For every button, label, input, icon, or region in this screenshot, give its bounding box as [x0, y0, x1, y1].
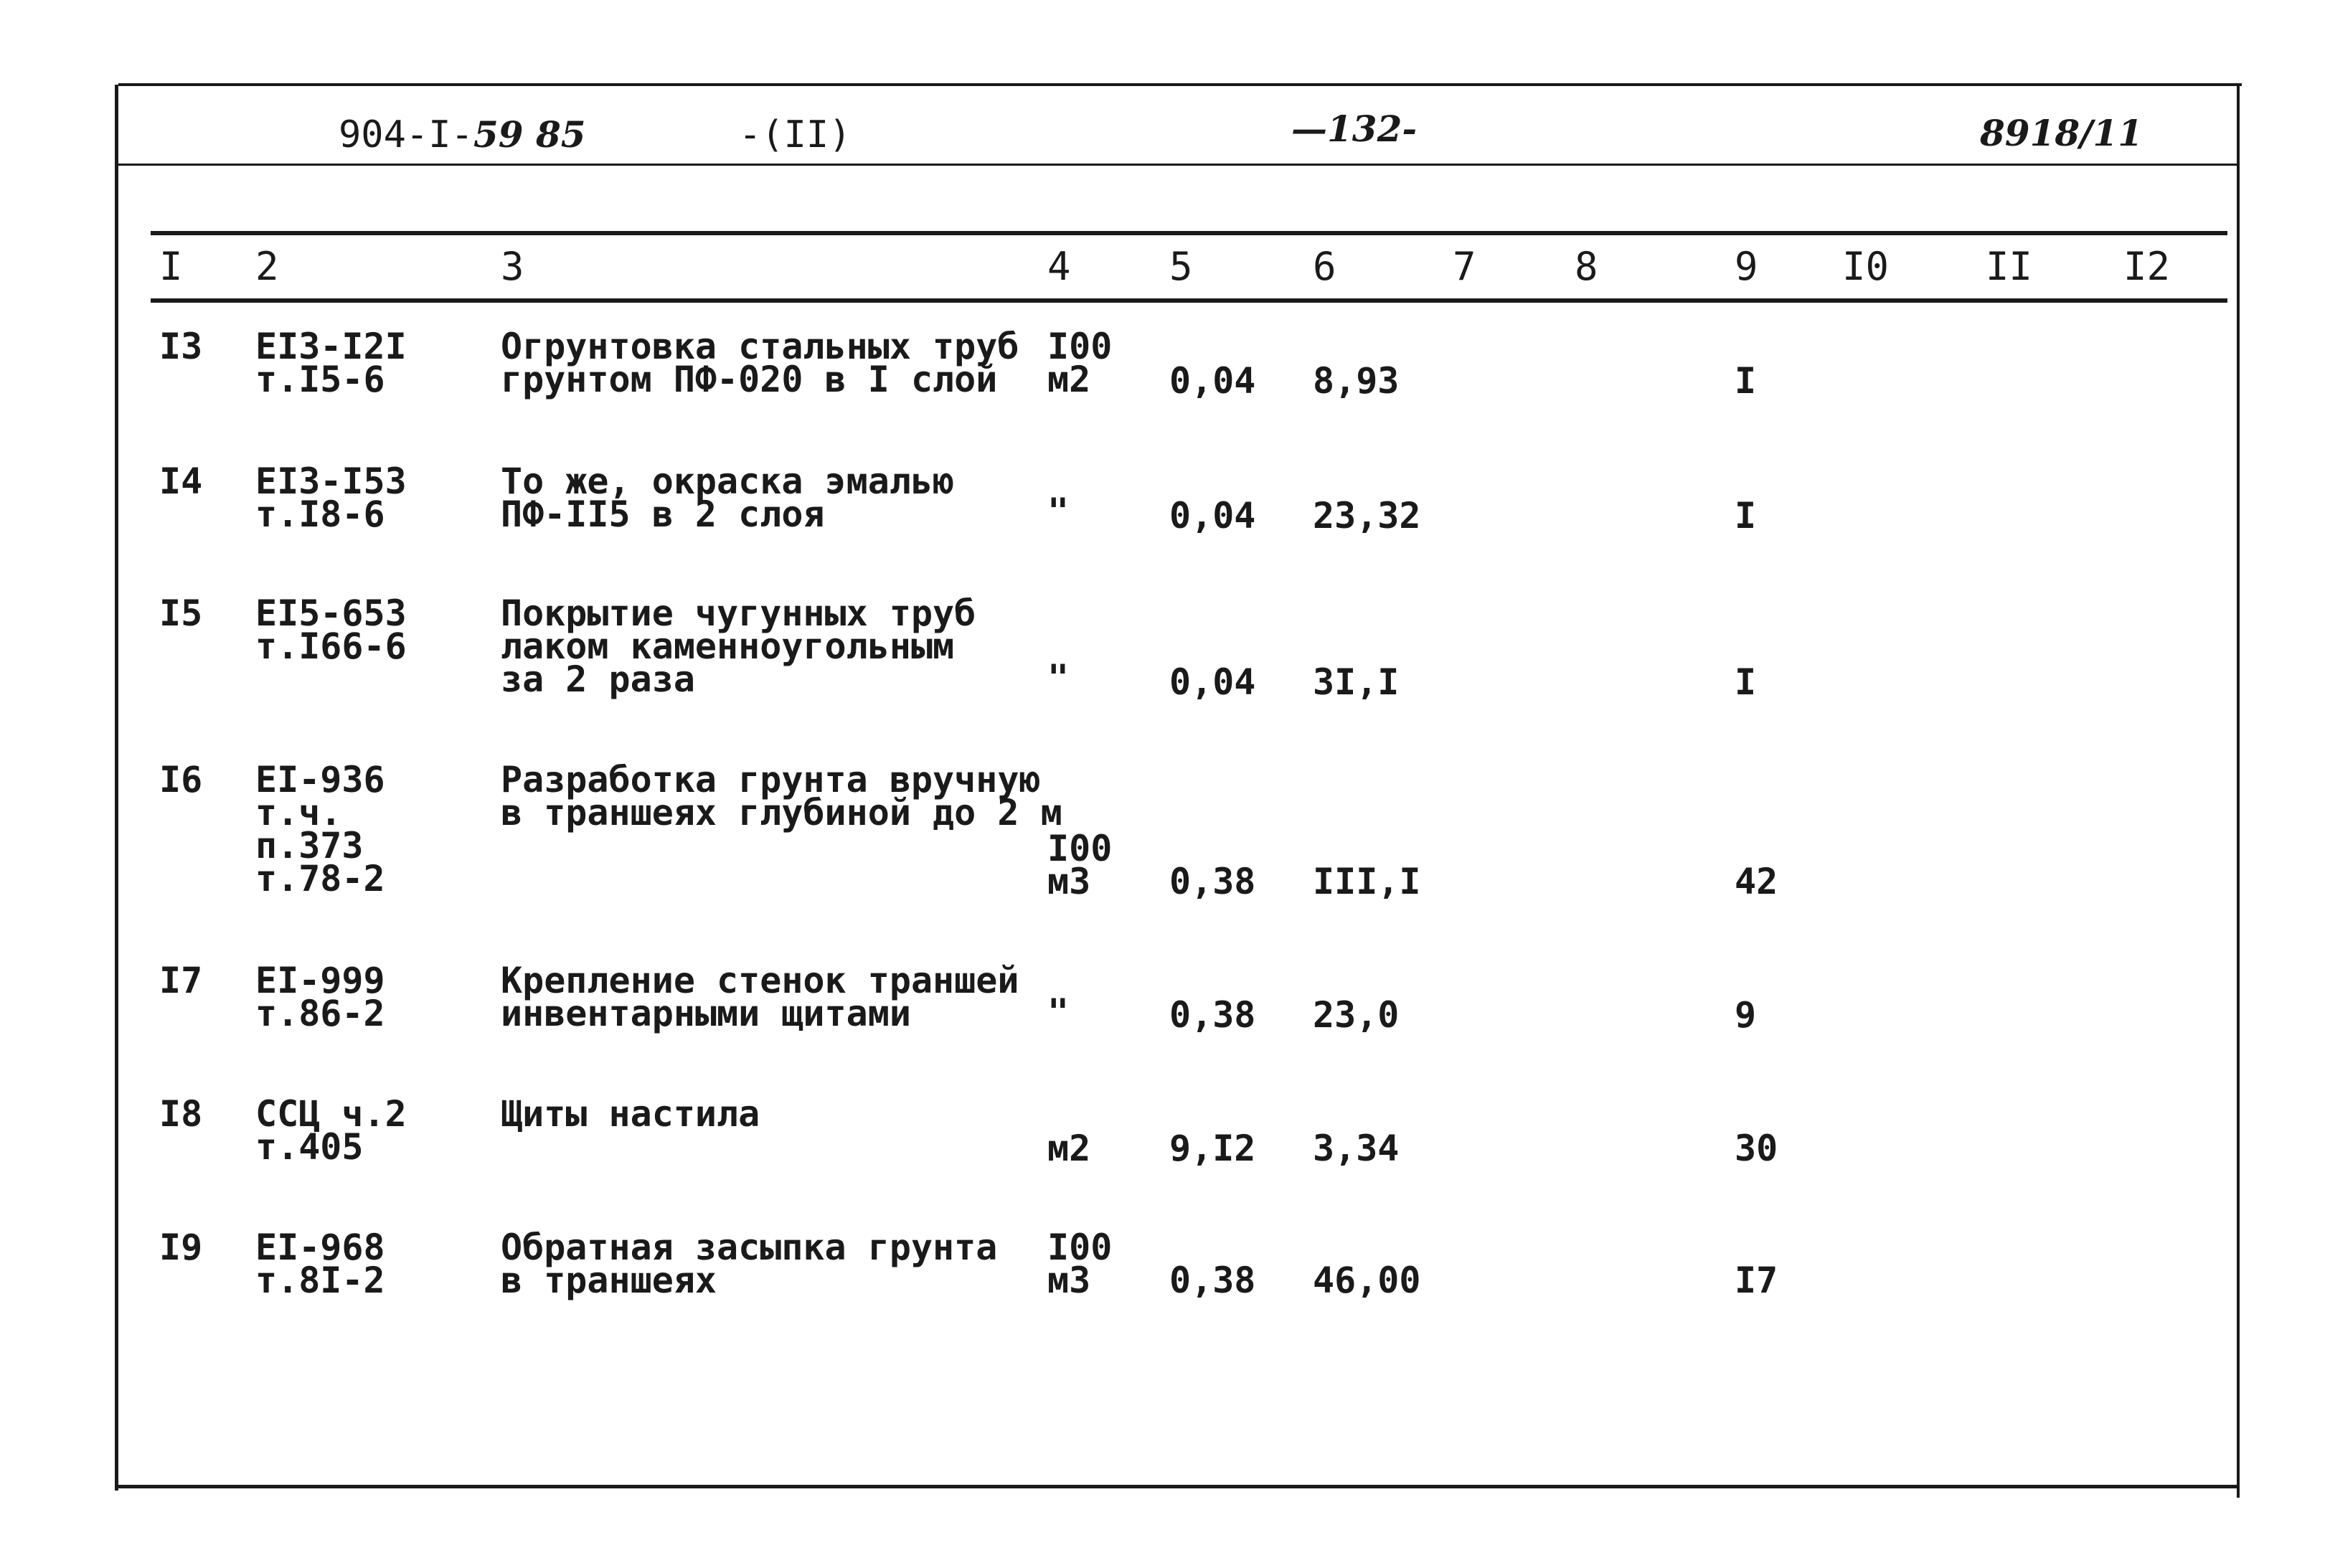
unit: "	[1047, 991, 1070, 1033]
column-header-5: 5	[1169, 244, 1193, 289]
column-header-8: 8	[1575, 244, 1598, 289]
norm-code: EI3-I53 т.I8-6	[255, 461, 407, 535]
table-header-rule	[151, 298, 2227, 303]
page-number: —132-	[1291, 108, 1418, 150]
quantity: 0,38	[1169, 994, 1256, 1036]
row-number: I3	[159, 326, 203, 367]
norm-code: EI-936 т.ч. п.373 т.78-2	[255, 759, 385, 899]
section-number: -(II)	[739, 113, 852, 156]
doc-code: 904-I-	[339, 113, 473, 156]
column-header-3: 3	[501, 244, 524, 289]
norm-code: EI-999 т.86-2	[255, 960, 385, 1034]
unit: I00 м3	[1047, 828, 1113, 902]
unit-price: 8,93	[1313, 360, 1400, 402]
column-9-value: I	[1735, 360, 1757, 402]
work-description: Крепление стенок траншей инвентарными щитами	[501, 960, 1019, 1034]
work-description: Покрытие чугунных труб лаком каменноугольным за 2 раза	[501, 592, 976, 700]
column-header-4: 4	[1047, 244, 1071, 289]
row-number: I5	[159, 592, 203, 634]
row-number: I4	[159, 461, 203, 502]
column-9-value: I	[1735, 495, 1757, 537]
norm-code: EI-968 т.8I-2	[255, 1227, 385, 1301]
unit: м2	[1047, 1128, 1091, 1169]
quantity: 0,04	[1169, 495, 1256, 537]
norm-code: ССЦ ч.2 т.405	[255, 1093, 407, 1168]
frame-right-line	[2237, 85, 2240, 1498]
work-description: Разработка грунта вручную в траншеях глубиной до 2 м	[501, 759, 1062, 833]
work-description: Обратная засыпка грунта в траншеях	[501, 1227, 998, 1301]
column-9-value: I7	[1735, 1260, 1778, 1301]
unit-price: 3I,I	[1313, 661, 1400, 703]
unit-price: 3,34	[1313, 1128, 1400, 1169]
unit-price: III,I	[1313, 861, 1421, 902]
work-description: То же, окраска эмалью ПФ-II5 в 2 слоя	[501, 461, 955, 535]
unit-price: 46,00	[1313, 1260, 1421, 1301]
column-9-value: 42	[1735, 861, 1778, 902]
column-9-value: 30	[1735, 1128, 1778, 1169]
row-number: I8	[159, 1093, 203, 1135]
doc-code-handwritten: 59 85	[473, 113, 586, 156]
row-number: I7	[159, 960, 203, 1001]
column-header-12: I2	[2123, 244, 2171, 289]
frame-bottom-line	[115, 1485, 2238, 1488]
unit-price: 23,32	[1313, 495, 1421, 537]
unit: I00 м2	[1047, 326, 1113, 400]
unit: I00 м3	[1047, 1227, 1113, 1301]
quantity: 0,38	[1169, 861, 1256, 902]
unit-price: 23,0	[1313, 994, 1400, 1036]
column-header-11: II	[1986, 244, 2033, 289]
unit: "	[1047, 657, 1070, 699]
frame-top-line	[118, 83, 2242, 86]
frame-left-line	[115, 85, 118, 1491]
table-top-rule	[151, 231, 2227, 235]
row-number: I6	[159, 759, 203, 800]
quantity: 9,I2	[1169, 1128, 1256, 1169]
header-rule	[118, 164, 2238, 166]
column-header-6: 6	[1313, 244, 1336, 289]
work-description: Щиты настила	[501, 1093, 760, 1135]
norm-code: EI5-653 т.I66-6	[255, 592, 407, 667]
norm-code: EI3-I2I т.I5-6	[255, 326, 407, 400]
column-header-10: I0	[1842, 244, 1890, 289]
quantity: 0,04	[1169, 661, 1256, 703]
column-header-7: 7	[1453, 244, 1476, 289]
work-description: Огрунтовка стальных труб грунтом ПФ-020 в I слой	[501, 326, 1019, 400]
column-header-9: 9	[1735, 244, 1758, 289]
column-header-2: 2	[255, 244, 279, 289]
column-9-value: 9	[1735, 994, 1757, 1036]
quantity: 0,04	[1169, 360, 1256, 402]
row-number: I9	[159, 1227, 203, 1268]
column-header-1: I	[159, 244, 183, 289]
sheet-reference: 8918/11	[1980, 112, 2143, 154]
column-9-value: I	[1735, 661, 1757, 703]
unit: "	[1047, 491, 1070, 532]
quantity: 0,38	[1169, 1260, 1256, 1301]
